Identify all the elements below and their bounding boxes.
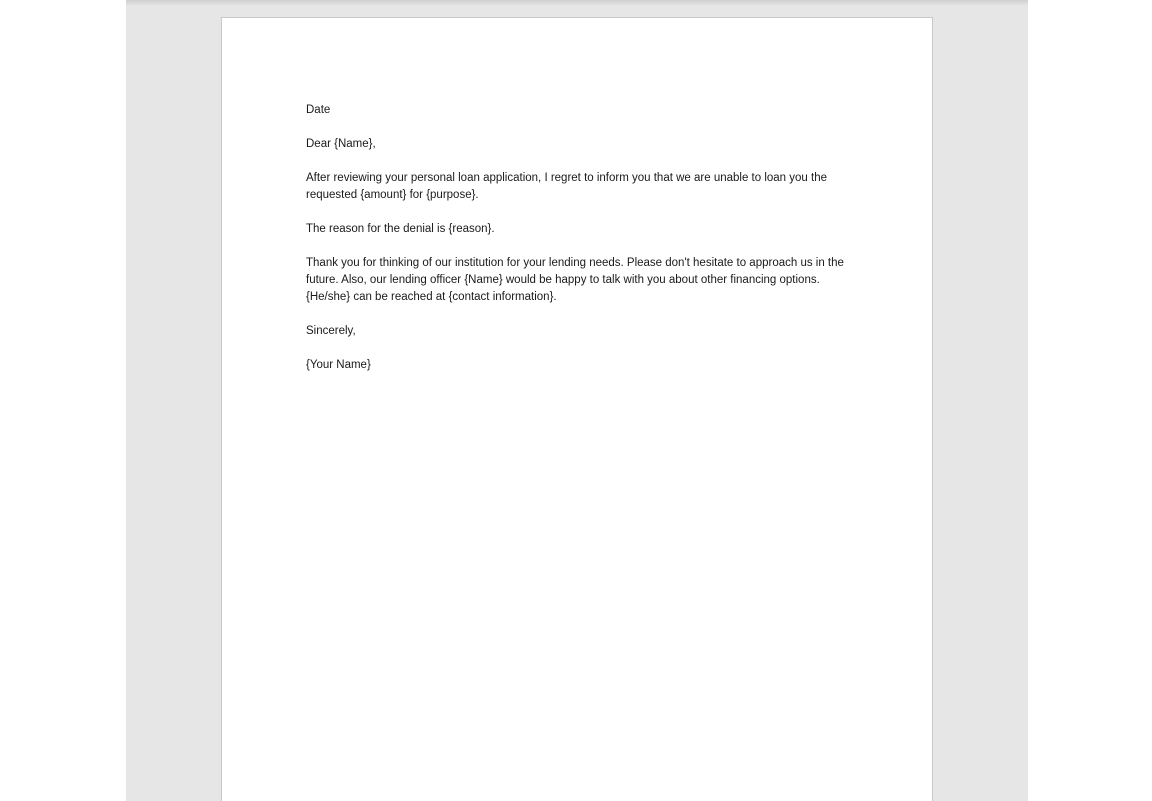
date-line: Date bbox=[306, 104, 331, 116]
body-paragraph-3: Thank you for thinking of our institution for your lending needs. Please don't hesitate to approach us in the future. Also, our lending officer {Name} would be happy to talk with you about other financing options. {He/she} can be reached at {contact information}. bbox=[306, 257, 844, 303]
body-paragraph-2: The reason for the denial is {reason}. bbox=[306, 223, 495, 235]
salutation: Dear {Name}, bbox=[306, 138, 376, 150]
body-paragraph-1: After reviewing your personal loan application, I regret to inform you that we are unable to loan you the requested {amount} for {purpose}. bbox=[306, 172, 827, 201]
document-viewer[interactable] bbox=[126, 0, 1028, 801]
closing: Sincerely, bbox=[306, 325, 356, 337]
document-page[interactable] bbox=[221, 17, 933, 801]
signature: {Your Name} bbox=[306, 359, 371, 371]
toolbar-shadow bbox=[126, 0, 1028, 6]
letter-body bbox=[306, 102, 854, 391]
